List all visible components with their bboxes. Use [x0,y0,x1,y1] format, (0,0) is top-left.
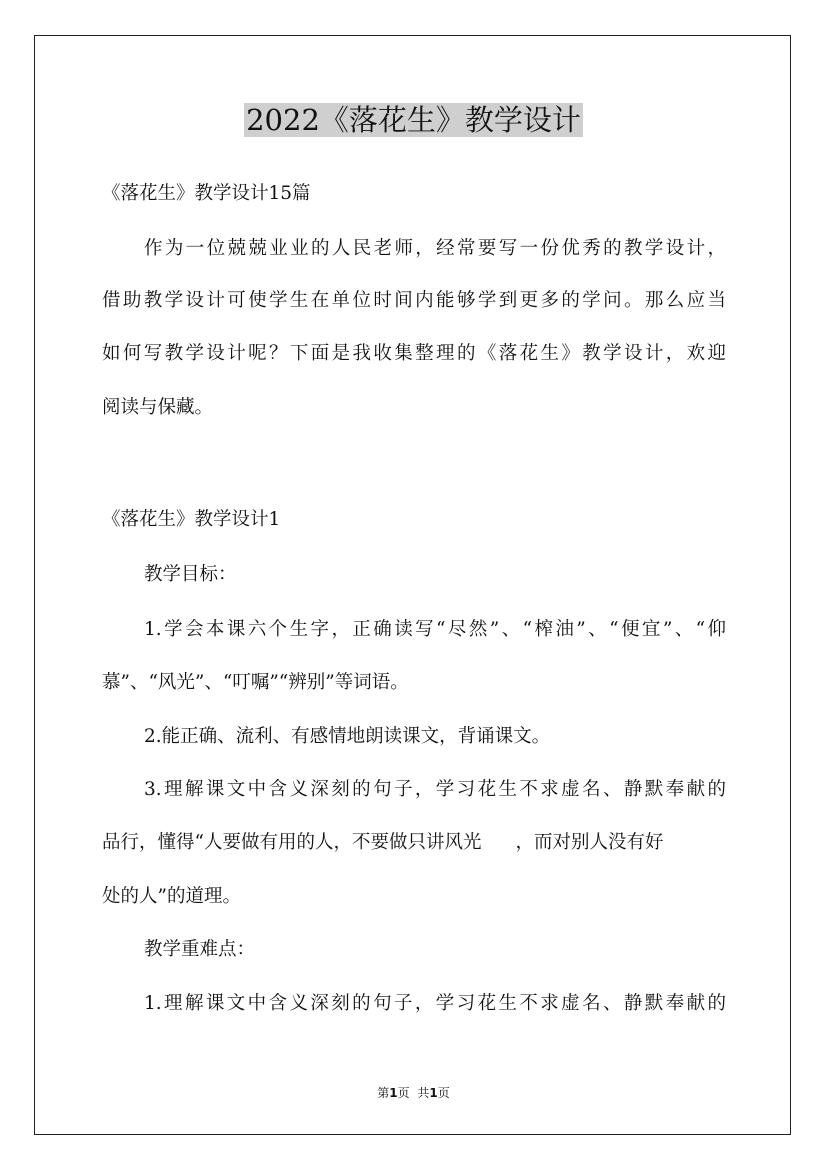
section-heading: 《落花生》教学设计1 [102,509,281,530]
footer-page-prefix: 第 [377,1086,390,1100]
paragraph-line: 如何写教学设计呢？下面是我收集整理的《落花生》教学设计，欢迎 [102,343,726,364]
document-title-text: 2022《落花生》教学设计 [246,103,581,137]
paragraph-line: 作为一位兢兢业业的人民老师，经常要写一份优秀的教学设计， [144,238,726,259]
footer-total-prefix: 共 [417,1086,430,1100]
paragraph-line: 2.能正确、流利、有感情地朗读课文，背诵课文。 [144,726,551,747]
page-footer [0,1084,827,1101]
paragraph-line: 处的人”的道理。 [102,886,241,907]
paragraph-line-part: ，而对别人没有好 [515,832,664,853]
paragraph-line: 3.理解课文中含义深刻的句子，学习花生不求虚名、静默奉献的 [144,779,726,800]
paragraph-line: 1.理解课文中含义深刻的句子，学习花生不求虚名、静默奉献的 [144,993,726,1014]
footer-total-number: 1 [429,1086,438,1100]
footer-page-suffix: 页 [397,1086,410,1100]
paragraph-line: 慕”、“风光”、“叮嘱”“辨别”等词语。 [102,672,409,693]
footer-total-suffix: 页 [437,1086,450,1100]
paragraph-line: 1.学会本课六个生字，正确读写“尽然”、“榨油”、“便宜”、“仰 [144,619,726,640]
paragraph-line: 阅读与保藏。 [102,397,214,418]
article-subtitle: 《落花生》教学设计15篇 [102,183,311,204]
paragraph-line-part: 品行，懂得“人要做有用的人，不要做只讲风光 [102,832,482,853]
paragraph-line: 教学目标： [144,564,237,585]
document-title [0,100,827,140]
paragraph-line [102,830,726,856]
paragraph-line: 借助教学设计可使学生在单位时间内能够学到更多的学问。那么应当 [102,290,726,311]
footer-page-number: 1 [389,1086,398,1100]
paragraph-line: 教学重难点： [144,939,256,960]
